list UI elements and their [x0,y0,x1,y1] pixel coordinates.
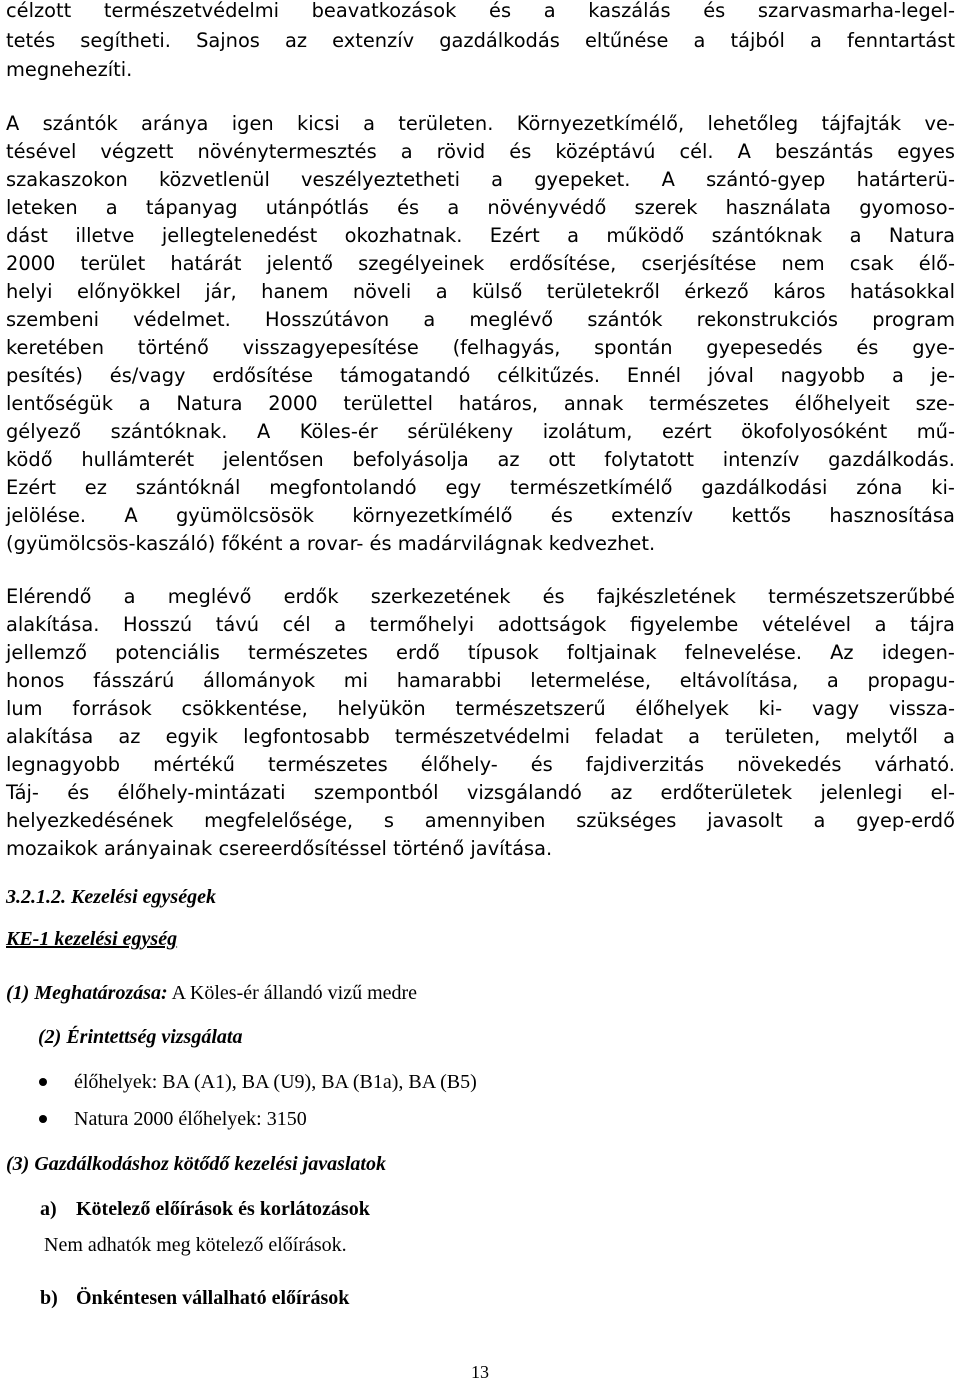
bullet-item: Natura 2000 élőhelyek: 3150 [74,1108,307,1130]
body-line: célzott természetvédelmi beavatkozások és a kaszálás és szarvasmarha-legel- [6,0,955,22]
body-line: tetés segítheti. Sajnos az extenzív gazdálkodás eltűnése a tájból a fenntartást [6,29,955,52]
body-line: A szántók aránya igen kicsi a területen. Környezetkímélő, lehetőleg tájfajták ve- [6,112,955,135]
body-line: pesítés) és/vagy erdősítése támogatandó célkitűzés. Ennél jóval nagyobb a je- [6,364,955,387]
body-line: helyi előnyökkel jár, hanem növeli a külső területekről érkező káros hatásokkal [6,280,955,303]
section-heading: 3.2.1.2. Kezelési egységek [6,886,216,908]
body-line: (gyümölcsös-kaszáló) főként a rovar- és madárvilágnak kedvezhet. [6,532,656,555]
body-line: megnehezíti. [6,58,133,81]
body-line: honos fásszárú állományok mi hamarabbi letermelése, eltávolítása, a propagu- [6,669,955,692]
body-line: tésével végzett növénytermesztés a rövid és középtávú cél. A beszántás egyes [6,140,955,163]
bullet-dot [39,1115,47,1123]
sub-a-label: a) [40,1198,57,1220]
body-line: Elérendő a meglévő erdők szerkezetének és fajkészletének természetszerűbbé [6,585,955,608]
body-line: mozaikok arányainak csereerdősítéssel történő javítása. [6,837,553,860]
unit-title: KE-1 kezelési egység [6,928,178,950]
sub-b-label: b) [40,1287,58,1309]
body-line: gélyező szántóknak. A Köles-ér sérülékeny izolátum, ezért ökofolyosóként mű- [6,420,955,443]
proposals-heading: (3) Gazdálkodáshoz kötődő kezelési javaslatok [6,1153,386,1175]
sub-a-text: Nem adhatók meg kötelező előírások. [44,1234,347,1256]
body-line: 2000 terület határát jelentő szegélyeinek erdősítése, cserjésítése nem csak élő- [6,252,955,275]
body-line: szembeni védelmet. Hosszútávon a meglévő szántók rekonstrukciós program [6,308,955,331]
body-line: alakítása. Hosszú távú cél a termőhelyi adottságok figyelembe vételével a tájra [6,613,955,636]
body-line: leteken a tápanyag utánpótlás és a növényvédő szerek használata gyomoso- [6,196,955,219]
sub-b-heading [40,1286,349,1310]
body-line: ködő hullámterét jelentősen befolyásolja az ott folytatott intenzív gazdálkodás. [6,448,955,471]
body-line: dást illetve jellegtelenedést okozhatnak. Ezért a működő szántóknak a Natura [6,224,955,247]
affected-heading: (2) Érintettség vizsgálata [38,1026,243,1048]
body-line: lum források csökkentése, helyükön természetszerű élőhelyek ki- vagy vissza- [6,697,955,720]
body-line: legnagyobb mértékű természetes élőhely- és fajdiverzitás növekedés várható. [6,753,955,776]
page-number: 13 [471,1362,489,1382]
body-line: szakaszokon közvetlenül veszélyeztetheti a gyepeket. A szántó-gyep határterü- [6,168,955,191]
bullet-item: élőhelyek: BA (A1), BA (U9), BA (B1a), BA (B5) [74,1071,477,1093]
body-line: alakítása az egyik legfontosabb természetvédelmi feladat a területen, melytől a [6,725,955,748]
body-line: lentőségük a Natura 2000 területtel határos, annak természetes élőhelyeit sze- [6,392,955,415]
sub-a-title: Kötelező előírások és korlátozások [76,1198,370,1220]
body-line: Ezért ez szántóknál megfontolandó egy természetkímélő gazdálkodási zóna ki- [6,476,955,499]
body-line: jelölése. A gyümölcsösök környezetkímélő és extenzív kettős hasznosítása [6,504,955,527]
definition-row [6,981,417,1005]
definition-value: A Köles-ér állandó vizű medre [167,982,418,1004]
sub-b-title: Önkéntesen vállalható előírások [76,1287,350,1309]
definition-label: (1) Meghatározása: [6,982,168,1004]
body-line: jellemző potenciális természetes erdő típusok foltjainak felnevelése. Az idegen- [6,641,955,664]
body-line: helyezkedésének megfelelősége, s amennyiben szükséges javasolt a gyep-erdő [6,809,955,832]
bullet-dot [39,1078,47,1086]
body-line: Táj- és élőhely-mintázati szempontból vizsgálandó az erdőterületek jelenlegi el- [6,781,955,804]
sub-a-heading [40,1197,370,1221]
body-line: keretében történő visszagyepesítése (felhagyás, spontán gyepesedés és gye- [6,336,955,359]
